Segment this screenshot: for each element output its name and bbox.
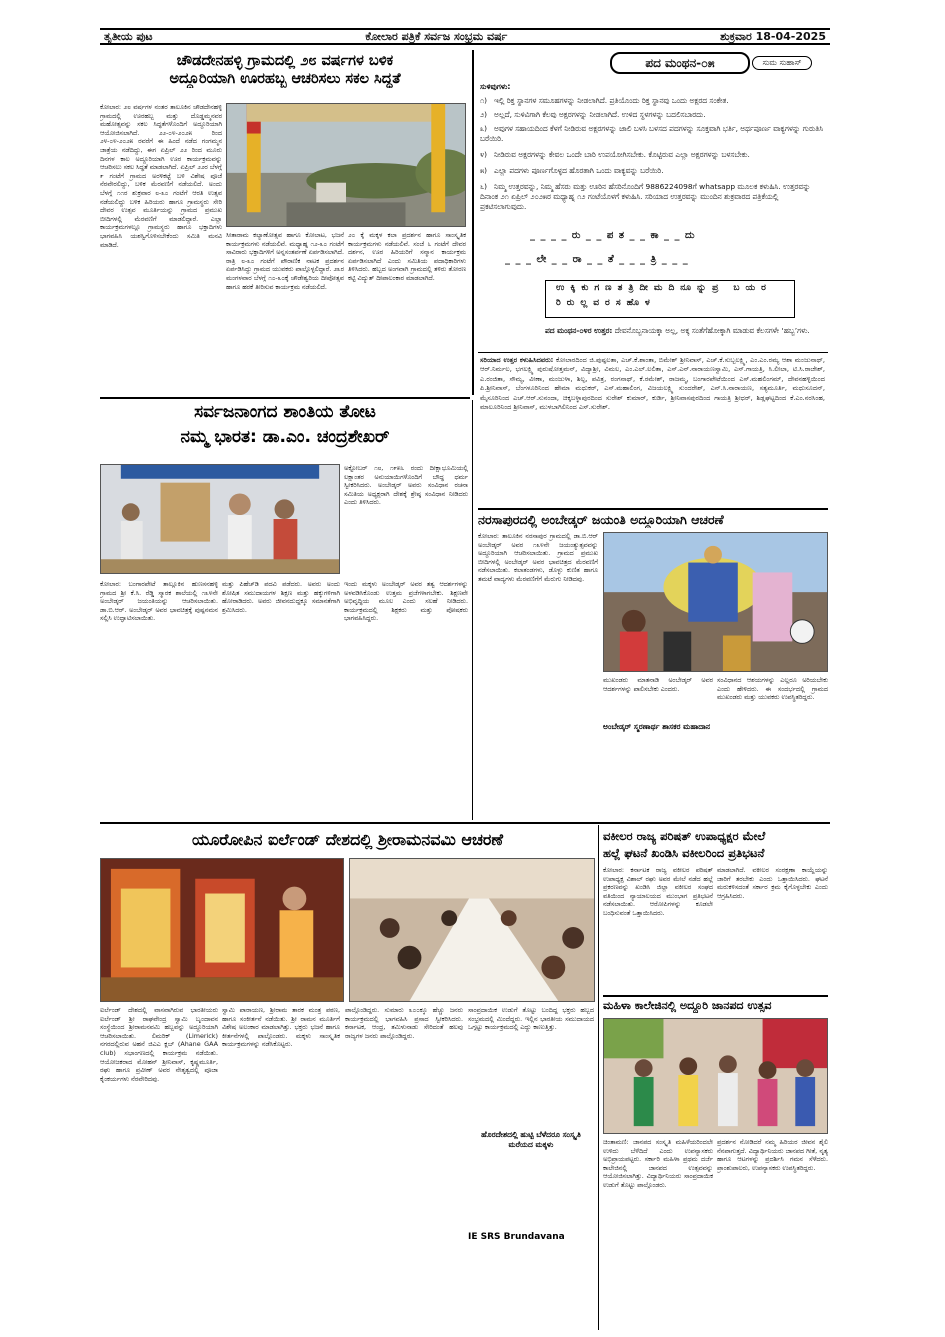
story1-body-col2: ಸೀತಾರಾಮ ಕಲ್ಯಾಣೋತ್ಸವ ಹಾಗೂ ಕೋಲಾಟ, ಭಜನೆ ಕಾರ್ಯಕ್ರಮಗಳು ನಡೆಯಲಿವೆ. ಮಧ್ಯಾಹ್ನ ೧೨-೩೦ ಗಂಟೆಗೆ ಸಾವಿರಾರು ಭಕ್ತಾದಿಗಳಿಗೆ ಅನ್ನಸಂತರ್ಪಣೆ ಏರ್ಪಡಿಸಲಾಗಿದೆ. ರಾತ್ರಿ ೮-೩೦ ಗಂಟೆಗೆ ಪೌರಾಣಿಕ ನಾಟಕ ಪ್ರದರ್ಶನ ಏರ್ಪಡಿಸಿದ್ದು ಗ್ರಾಮದ ಯುವಕರು ಪಾಲ್ಗೊಳ್ಳಲಿದ್ದಾರೆ. ೨೩ರ ಮಂಗಳವಾರ ಬೆಳಗ್ಗೆ ೧೦-೩೦ಕ್ಕೆ ಚೌಡೇಶ್ವರಿಯ ದೀಪೋತ್ಸವ ಹಾಗೂ ಹರಕೆ ತೀರಿಸುವ ಕಾರ್ಯಕ್ರಮ ನಡೆಯಲಿದೆ. xyxy=(226,231,344,291)
story2-headline-line1: ಸರ್ವಜನಾಂಗದ ಶಾಂತಿಯ ತೋಟ xyxy=(194,402,376,422)
issue-date: ಶುಕ್ರವಾರ 18-04-2025 xyxy=(720,29,826,43)
puzzle-row-1: _ _ _ _ ರು _ _ ಪ ತ _ _ ಕಾ _ _ ದು xyxy=(530,230,696,241)
column-rule xyxy=(472,50,474,395)
ambedkar-jayanti-school-photo xyxy=(100,464,340,574)
story2-body-col1: ಕೋಲಾರ: ಬಂಗಾರಪೇಟೆ ತಾಲ್ಲೂಕಿನ ಹುಣಸನಹಳ್ಳಿ ಗ್ರಾಮದ ಶ್ರೀ ಕೆ.ಸಿ. ರೆಡ್ಡಿ ಸ್ಮಾರಕ ಶಾಲೆಯಲ್ಲಿ ೧೩೪ನೇ ಅಂಬೇಡ್ಕರ್ ಜಯಂತಿಯನ್ನು ಆಚರಿಸಲಾಯಿತು. ಡಾ.ಬಿ.ಆರ್. ಅಂಬೇಡ್ಕರ್ ಅವರ ಭಾವಚಿತ್ರಕ್ಕೆ ಪುಷ್ಪನಮನ ಸಲ್ಲಿಸಿ ಉದ್ಘಾಟಿಸಲಾಯಿತು. xyxy=(100,580,218,623)
story1-body-col1: ಕೋಲಾರ: ೨೮ ವರ್ಷಗಳ ನಂತರ ತಾಲೂಕಿನ ಚೌಡದೇನಹಳ್ಳಿ ಗ್ರಾಮದಲ್ಲಿ ಊರಹಬ್ಬ ಮತ್ತು ದೊಡ್ಡಮ್ಮನವರ ಮಹೋತ್ಸವನ್ನು ಸಕಲ ಸಿದ್ಧತೆಗಳೊಂದಿಗೆ ಅದ್ದೂರಿಯಾಗಿ ಆಯೋಜಿಸಲಾಗಿದೆ. ೨೨-೦೪-೨೦೨೫ ರಿಂದ ೨೪-೦೪-೨೦೨೫ ರವರೆಗೆ ಈ ಹಿಂದೆ ನಡೆದ ಗಂಗಮ್ಮನ ಜಾತ್ರೆಯ ನಡೆದಿದ್ದು, ಈಗ ಏಪ್ರಿಲ್ ೨೨ ರಿಂದ ಮೂರು ದಿನಗಳ ಕಾಲ ಅದ್ದೂರಿಯಾಗಿ ಊರ ಕಾರ್ಯಕ್ರಮವನ್ನು ಆಚರಿಸಲು ಸಕಲ ಸಿದ್ಧತೆ ಮಾಡಲಾಗಿದೆ. ಏಪ್ರಿಲ್ ೨೨ರ ಬೆಳಗ್ಗೆ ೯ ಗಂಟೆಗೆ ಗ್ರಾಮದ ಅರಳಿಕಟ್ಟೆ ಬಳಿ ವಿಶೇಷ ಪೂಜೆ ನೆರವೇರಲಿದ್ದು, ಬಳಿಕ ಮೆರವಣಿಗೆ ನಡೆಯಲಿದೆ. ಅಂದು ಬೆಳಗ್ಗೆ ೧೧ರ ಶುಕ್ರವಾರ ೮-೩೦ ಗಂಟೆಗೆ ಆರತಿ ಉತ್ಸವ ನಡೆಯಲಿದ್ದು ಬಳಿಕ ಹಿರಿಯರು ಹಾಗೂ ಗ್ರಾಮಸ್ಥರು ಸೇರಿ ದೇವರ ಉತ್ಸವ ಮೂರ್ತಿಯನ್ನು ಗ್ರಾಮದ ಪ್ರಮುಖ ಬೀದಿಗಳಲ್ಲಿ ಮೆರವಣಿಗೆ ಮಾಡಲಿದ್ದಾರೆ. ಎಲ್ಲಾ ಕಾರ್ಯಕ್ರಮಗಳಲ್ಲೂ ಗ್ರಾಮಸ್ಥರು ಹಾಗೂ ಭಕ್ತಾದಿಗಳು ಭಾಗವಹಿಸಿ ಯಶಸ್ವಿಗೊಳಿಸಬೇಕೆಂದು ಸಮಿತಿ ಮನವಿ ಮಾಡಿದೆ. xyxy=(100,103,222,249)
altar-photo-image xyxy=(101,859,343,1001)
story4-subheading: ಹೊರದೇಶದಲ್ಲಿ ಹುಟ್ಟಿ ಬೆಳೆದರೂ ಸಂಸ್ಕೃತಿ ಮರೆಯದ ಮಕ್ಕಳು xyxy=(481,1130,581,1149)
story2-body-col3: ಇಂದು ಮಕ್ಕಳು ಅಂಬೇಡ್ಕರ್ ಅವರ ತತ್ವ ಆದರ್ಶಗಳನ್ನು ಅಳವಡಿಸಿಕೊಂಡು ಉತ್ತಮ ಪ್ರಜೆಗಳಾಗಬೇಕು. ಶಿಕ್ಷಣವೇ ಅಭಿವೃದ್ಧಿಯ ಮೂಲ ಎಂದು ಸಲಹೆ ನೀಡಿದರು. ಕಾರ್ಯಕ್ರಮದಲ್ಲಿ ಶಿಕ್ಷಕರು ಮತ್ತು ಪೋಷಕರು ಭಾಗವಹಿಸಿದ್ದರು. xyxy=(344,580,468,623)
procession-photo-image xyxy=(604,533,827,671)
village-arch-photo-image xyxy=(227,104,465,226)
puzzle-clue-2 xyxy=(480,110,825,120)
story2-headline-line2: ನಮ್ಮ ಭಾರತ: ಡಾ.ಎಂ. ಚಂದ್ರಶೇಖರ್ xyxy=(180,427,390,447)
page-label: ತೃತೀಯ ಪುಟ xyxy=(104,29,153,43)
puzzle-clue-3 xyxy=(480,124,825,146)
narasapura-procession-photo xyxy=(603,532,828,672)
winners-label: ಸರಿಯಾದ ಉತ್ತರ ಕಳುಹಿಸಿದವರು: xyxy=(480,356,554,364)
story2-body-col2: ಮತ್ತು ಪಿಹೆಚ್‌ಡಿ ಪದವಿ ಪಡೆದರು. ಅವರು ಅಂದು ಶೋಷಿತ ಸಮುದಾಯಗಳ ಶಿಕ್ಷಣ ಮತ್ತು ಹಕ್ಕುಗಳಿಗಾಗಿ ಹೋರಾಡಿದರು. ಅವರು ಜೀವನದುದ್ದಕ್ಕೂ ಸಮಾನತೆಗಾಗಿ ಶ್ರಮಿಸಿದರು. xyxy=(222,580,340,614)
story4-body-col1: ಐರ್ಲೆಂಡ್ ದೇಶದಲ್ಲಿ ವಾಸವಾಗಿರುವ ಭಾರತೀಯರು ಐರ್ಲೆಂಡ್ ಶ್ರೀ ರಾಘವೇಂದ್ರ ಸ್ವಾಮಿ ಬೃಂದಾವನ ಸಂಸ್ಥೆಯಿಂದ ಶ್ರೀರಾಮನವಮಿ ಹಬ್ಬವನ್ನು ಅದ್ದೂರಿಯಾಗಿ ಆಚರಿಸಲಾಯಿತು. ಲಿಮರಿಕ್ (Limerick) ನಗರದಲ್ಲಿರುವ ಅಹನೆ ಜಿಎಎ ಕ್ಲಬ್ (Ahane GAA club) ಸಭಾಂಗಣದಲ್ಲಿ ಕಾರ್ಯಕ್ರಮ ನಡೆಯಿತು. ಆಯೋಜಕರಾದ ಮೋಹನ್ ಶ್ರೀನಿವಾಸ್, ಕೃಷ್ಣಮೂರ್ತಿ, ರಘು ಹಾಗೂ ಪ್ರವೀಣ್ ಅವರ ನೇತೃತ್ವದಲ್ಲಿ ಪೂಜಾ ಕೈಂಕರ್ಯಗಳು ನೆರವೇರಿದವು. xyxy=(100,1006,218,1083)
story3-body-col3: ಸಂವಿಧಾನದ ಆಶಯಗಳನ್ನು ಎಲ್ಲರೂ ಅರಿಯಬೇಕು ಎಂದು ಹೇಳಿದರು. ಈ ಸಂದರ್ಭದಲ್ಲಿ ಗ್ರಾಮದ ಮುಖಂಡರು ಮತ್ತು ಯುವಕರು ಉಪಸ್ಥಿತರಿದ್ದರು. xyxy=(717,676,828,702)
previous-answer-text: ದೇವನೊಬ್ಬನಾಯಕ್ಕಾ ಅಲ್ಲ, ಅಕ್ಕ ಸಂತೆಗೆಹೋಕ್ಕಾಗಿ ಮಾಡುವ ಕೆಲಸಗಳೇ ‘ಹಬ್ಬ’ಗಳು. xyxy=(614,326,810,335)
story4-body-col4: ಸಾಂಪ್ರದಾಯಿಕ ಉಡುಗೆ ತೊಟ್ಟು ಬಂದಿದ್ದ ಭಕ್ತರು ಹಬ್ಬದ ಸಂಭ್ರಮದಲ್ಲಿ ಮಿಂದೆದ್ದರು. ಇಲ್ಲಿನ ಭಾರತೀಯ ಸಮುದಾಯದ ಒಗ್ಗಟ್ಟು ಕಾರ್ಯಕ್ರಮದಲ್ಲಿ ಎದ್ದು ಕಾಣುತ್ತಿತ್ತು. xyxy=(468,1006,594,1032)
story4-body-col2: ಸ್ವಾಮಿ ಪಾರಾಯಣ, ಶ್ರೀರಾಮ ತಾರಕ ಮಂತ್ರ ಪಠಣ, ಹಾಗೂ ಸಂಕೀರ್ತನೆ ನಡೆಯಿತು. ಶ್ರೀ ರಾಮನ ಮೂರ್ತಿಗೆ ವಿಶೇಷ ಅಲಂಕಾರ ಮಾಡಲಾಗಿತ್ತು. ಭಕ್ತರು ಭಜನೆ ಹಾಗೂ ಕೀರ್ತನೆಗಳಲ್ಲಿ ಪಾಲ್ಗೊಂಡರು. ಮಕ್ಕಳು ಸಾಂಸ್ಕೃತಿಕ ಕಾರ್ಯಕ್ರಮಗಳನ್ನು ನಡೆಸಿಕೊಟ್ಟರು. xyxy=(222,1006,340,1049)
section-rule xyxy=(100,822,830,824)
story3-body-col2: ಮುಖಂಡರು ಮಾತನಾಡಿ ಅಂಬೇಡ್ಕರ್ ಅವರ ಆದರ್ಶಗಳನ್ನು ಪಾಲಿಸಬೇಕು ಎಂದರು. xyxy=(603,676,713,693)
clue-number: ೩) xyxy=(480,124,488,133)
story6-headline: ಮಹಿಳಾ ಕಾಲೇಜಿನಲ್ಲಿ ಅದ್ದೂರಿ ಜಾನಪದ ಉತ್ಸವ xyxy=(603,999,772,1012)
school-event-photo-image xyxy=(101,465,339,573)
winners-list: ಕೋಲಾರದಿಂದ ಜಿ.ಪುಷ್ಪಲತಾ, ಎಚ್.ಕೆ.ಶಾಂತಾ, ಬಿಮೇಶ್ ಶ್ರೀನಿವಾಸ್, ಎಚ್.ಕೆ.ಸುಬ್ಬಲಕ್ಷ್ಮಿ, ಎಂ.ಎಂ.ರಮ್ಯ ಆಶಾ ಮಂಜುನಾಥ್, ಆರ್.ನಿರ್ಮಲ, ಭಗಲಕ್ಷ್ಮಿ ಪುರುಷೋತ್ತಮನ್, ವಿದ್ಯಾಶ್ರೀ, ವಿಮಲ, ಎಂ.ಎಲ್.ಲಲಿತಾ, ಎಸ್.ಎನ್.ನಾರಾಯಣಸ್ವಾಮಿ, ಎಸ್.ಗಾಯತ್ರಿ, ಸಿ.ಲೀಲಾ, ಟಿ.ಸಿ.ರಾಜೇಶ್, ಎ.ರಂಜಿತಾ, ಸೌಮ್ಯ, ವೀಣಾ, ಮಂಜುಳಾ, ಶಿಲ್ಪ, ಪವಿತ್ರ, ರಂಗನಾಥ್, ಕೆ.ರಮೇಶ್, ರಾಜಮ್ಮ, ಬಂಗಾರಪೇಟೆಯಿಂದ ಎಸ್.ಮಹಲಿಂಗಮ್, ದೇವನಹಳ್ಳಿಯಿಂದ ಪಿ.ಶ್ರೀನಿವಾಸ್, ಬೆಂಗಳೂರಿನಿಂದ ಹೇಮಾ ಮಧುಕರ್, ಎಸ್.ಮಹಾಲಿಂಗ, ವಿಜಯಲಕ್ಷ್ಮಿ ಸುಂದರೇಶ್, ಎನ್.ಸಿ.ನಾರಾಯಣ, ಸತ್ಯಮೂರ್ತಿ, ಮಧುಸೂದನ್, ಮೈಸೂರಿನಿಂದ ಎಚ್.ಆರ್.ಸುನಂದಾ, ಚಿಕ್ಕಬಳ್ಳಾಪುರದಿಂದ ಸುರೇಶ್ ಕುಮಾರ್, ಕುರ್ಡಿ, ಶ್ರೀನಿವಾಸಪುರದಿಂದ ಗಾಯತ್ರಿ ಶ್ರೀಧರ್, ಶಿಡ್ಲಘಟ್ಟದಿಂದ ಕೆ.ಎಂ.ನರಸಿಂಹ, ಮಾಲೂರಿನಿಂದ ಶ್ರೀನಿವಾಸ್, ಮುಳಬಾಗಿಲಿನಿಂದ ಎಸ್.ಸುರೇಶ್. xyxy=(480,356,825,412)
paper-tagline: ಕೋಲಾರ ಪತ್ರಿಕೆ ಸರ್ವಜ ಸಂಭ್ರಮ ವರ್ಷ xyxy=(365,29,508,43)
college-folk-festival-photo xyxy=(603,1018,828,1134)
story1-headline xyxy=(100,52,470,88)
puzzle-clue-5 xyxy=(480,166,825,176)
story4-headline: ಯೂರೋಪಿನ ಐರ್ಲೆಂಡ್ ದೇಶದಲ್ಲಿ ಶ್ರೀರಾಮನವಮಿ ಆಚರಣೆ xyxy=(191,830,504,849)
story6-body-col2: ಪ್ರದರ್ಶನ ನೋಡಿದರೆ ನಮ್ಮ ಹಿರಿಯರ ಜೀವನ ಶೈಲಿ ನೆನಪಾಗುತ್ತದೆ. ವಿದ್ಯಾರ್ಥಿನಿಯರು ಜಾನಪದ ಗೀತೆ, ನೃತ್ಯ ಹಾಗೂ ಆಟಗಳನ್ನು ಪ್ರದರ್ಶಿಸಿ ಗಮನ ಸೆಳೆದರು. ಪ್ರಾಂಶುಪಾಲರು, ಉಪನ್ಯಾಸಕರು ಉಪಸ್ಥಿತರಿದ್ದರು. xyxy=(717,1138,828,1172)
story2-headline xyxy=(100,400,470,450)
story3-body-col1-cont xyxy=(478,676,598,820)
clue-text: ಅಲ್ಲದೆ, ಸುಳಿವಿಗಾಗಿ ಕೆಲವು ಅಕ್ಷರಗಳನ್ನು ನೀಡಲಾಗಿದೆ. ಉಳಿದ ಸ್ಥಳಗಳನ್ನು ಬದಲಿಸಬಾರದು. xyxy=(494,110,706,119)
section-rule xyxy=(603,995,828,997)
ireland-rama-altar-photo xyxy=(100,858,344,1002)
section-rule xyxy=(100,397,470,399)
puzzle-winners xyxy=(480,356,825,506)
clue-text: ನಿಮ್ಮ ಉತ್ತರವನ್ನು, ನಿಮ್ಮ ಹೆಸರು ಮತ್ತು ಊರಿನ ಹೆಸರಿನೊಂದಿಗೆ 9886224098ಗೆ whatsapp ಮೂಲಕ ಕಳುಹಿಸಿ. ಉತ್ತರವನ್ನು ದಿನಾಂಕ ೨೧ ಏಪ್ರಿಲ್ ೨೦೨೫ರ ಮಧ್ಯಾಹ್ನ ೧೨ ಗಂಟೆಯೊಳಗೆ ಕಳುಹಿಸಿ. ಸರಿಯಾದ ಉತ್ತರವನ್ನು ಮುಂದಿನ ಶುಕ್ರವಾರದ ಪತ್ರಿಕೆಯಲ್ಲಿ ಪ್ರಕಟಿಸಲಾಗುವುದು. xyxy=(480,182,811,211)
story2-side-text: ಅಕ್ಟೋಬರ್ ೧೮, ೧೯೫೬ ರಂದು ದೀಕ್ಷಾಭೂಮಿಯಲ್ಲಿ ಲಕ್ಷಾಂತರ ಅನುಯಾಯಿಗಳೊಂದಿಗೆ ಬೌದ್ಧ ಧರ್ಮ ಸ್ವೀಕರಿಸಿದರು. ಅಂಬೇಡ್ಕರ್ ಅವರು ಸಂವಿಧಾನ ರಚನಾ ಸಮಿತಿಯ ಅಧ್ಯಕ್ಷರಾಗಿ ದೇಶಕ್ಕೆ ಶ್ರೇಷ್ಠ ಸಂವಿಧಾನ ನೀಡಿದರು ಎಂದು ತಿಳಿಸಿದರು. xyxy=(344,464,468,507)
clue-text: ಅವುಗಳ ಸಹಾಯದಿಂದ ಕೆಳಗೆ ನೀಡಿರುವ ಅಕ್ಷರಗಳನ್ನು ಜಾಲಿ ಬಳಸಿ ಬಳಸದ ಪದಗಳನ್ನು ಸೂಕ್ತವಾಗಿ ಭರ್ತಿ, ಅರ್ಥಪೂರ್ಣ ವಾಕ್ಯಗಳನ್ನು ಗುರುತಿಸಿ ಬರೆಯಿರಿ. xyxy=(480,124,824,143)
section-rule xyxy=(478,508,828,510)
clue-text: ನೀಡಿರುವ ಅಕ್ಷರಗಳನ್ನು ಕೇವಲ ಒಂದೇ ಬಾರಿ ಉಪಯೋಗಿಸಬೇಕು. ಕೊಟ್ಟಿರುವ ಎಲ್ಲಾ ಅಕ್ಷರಗಳನ್ನು ಬಳಸಬೇಕು. xyxy=(494,150,750,159)
column-rule xyxy=(472,400,473,820)
clue-text: ಎಲ್ಲಾ ಪದಗಳು ಪೂರ್ಣಗೊಳ್ಳದ ಹೊರತಾಗಿ ಒಂದು ವಾಕ್ಯವನ್ನು ಬರೆಯಿರಿ. xyxy=(494,166,664,175)
village-arch-photo xyxy=(226,103,466,227)
section-rule xyxy=(478,352,828,353)
puzzle-clue-4 xyxy=(480,150,825,160)
dining-photo-image xyxy=(350,859,594,1001)
story5-headline-line2: ಹಲ್ಲೆ ಘಟನೆ ಖಂಡಿಸಿ ವಕೀಲರಿಂದ ಪ್ರತಿಭಟನೆ xyxy=(603,846,765,860)
story5-headline xyxy=(603,828,828,862)
previous-answer xyxy=(545,326,825,336)
clue-text: ಇಲ್ಲಿ ರಿಕ್ತ ಸ್ಥಾನಗಳ ಸಮೂಹಗಳನ್ನು ನೀಡಲಾಗಿದೆ. ಪ್ರತಿಯೊಂದು ರಿಕ್ತ ಸ್ಥಾನವು ಒಂದು ಅಕ್ಷರದ ಸಂಕೇತ. xyxy=(494,96,729,105)
story3-subhead: ಅಂಬೇಡ್ಕರ್ ಸ್ಮರಣಾರ್ಥ ಶಾಸಕರ ಮಹಾದಾನ xyxy=(603,722,711,731)
column-rule xyxy=(598,825,599,1330)
story3-body-col1: ಕೋಲಾರ: ತಾಲೂಕಿನ ನರಸಾಪುರ ಗ್ರಾಮದಲ್ಲಿ ಡಾ.ಬಿ.ಆರ್ ಅಂಬೇಡ್ಕರ್ ಅವರ ೧೩೪ನೇ ಜಯಂತ್ಯುತ್ಸವವನ್ನು ಅದ್ದೂರಿಯಾಗಿ ಆಚರಿಸಲಾಯಿತು. ಗ್ರಾಮದ ಪ್ರಮುಖ ಬೀದಿಗಳಲ್ಲಿ ಅಂಬೇಡ್ಕರ್ ಅವರ ಭಾವಚಿತ್ರದ ಮೆರವಣಿಗೆ ನಡೆಸಲಾಯಿತು. ಕಲಾತಂಡಗಳು, ಡೊಳ್ಳು ಕುಣಿತ ಹಾಗೂ ತಮಟೆ ವಾದ್ಯಗಳು ಮೆರವಣಿಗೆಗೆ ಮೆರುಗು ನೀಡಿದವು. xyxy=(478,532,598,583)
puzzle-letter-bank: ಉಕ್ಕಿಕುಗಣತತ್ರಿದೀಮದಿನೂನ್ನುಪ್ರ ಬಯರರಿರುಲ್ಲವರಸಹೊಳ xyxy=(545,280,795,318)
story1-headline-line2: ಅದ್ದೂರಿಯಾಗಿ ಊರಹಬ್ಬ ಆಚರಿಸಲು ಸಕಲ ಸಿದ್ಧತೆ xyxy=(169,71,401,88)
story5-body-col2: ಮಾಡಲಾಗಿದೆ. ವಕೀಲರ ಸಂರಕ್ಷಣಾ ಕಾಯ್ದೆಯನ್ನು ಜಾರಿಗೆ ತರಬೇಕು ಎಂದು ಒತ್ತಾಯಿಸಿದರು. ಘಟನೆ ಮರುಕಳಿಸದಂತೆ ಸರ್ಕಾರ ಕ್ರಮ ಕೈಗೊಳ್ಳಬೇಕು ಎಂದು ಆಗ್ರಹಿಸಿದರು. xyxy=(717,866,828,900)
masthead xyxy=(100,28,830,45)
clue-number: ೫) xyxy=(480,166,488,175)
puzzle-clue-1 xyxy=(480,96,825,106)
previous-answer-label: ಪದ ಮಂಥನ-೦೪ರ ಉತ್ತರ: xyxy=(545,326,613,335)
story5-headline-line1: ವಕೀಲರ ರಾಜ್ಯ ಪರಿಷತ್ ಉಪಾಧ್ಯಕ್ಷರ ಮೇಲೆ xyxy=(603,829,766,843)
clue-number: ೬) xyxy=(480,182,488,191)
story3-headline: ನರಸಾಪುರದಲ್ಲಿ ಅಂಬೇಡ್ಕರ್ ಜಯಂತಿ ಅದ್ದೂರಿಯಾಗಿ ಆಚರಣೆ xyxy=(478,512,724,527)
puzzle-title: ಪದ ಮಂಥನ-೦೫ xyxy=(610,52,750,74)
puzzle-clue-6 xyxy=(480,182,825,216)
puzzle-author: ಸುಮ ಸುಹಾಸ್ xyxy=(752,56,812,70)
story1-body-col3: ೨೦ ಕ್ಕೆ ಮಕ್ಕಳ ಕಲಾ ಪ್ರದರ್ಶನ ಹಾಗೂ ಸಾಂಸ್ಕೃತಿಕ ಕಾರ್ಯಕ್ರಮಗಳು ನಡೆಯಲಿವೆ. ಸಂಜೆ ೬ ಗಂಟೆಗೆ ದೇವರ ದರ್ಶನ, ಊರ ಹಿರಿಯರಿಗೆ ಸನ್ಮಾನ ಕಾರ್ಯಕ್ರಮ ಏರ್ಪಡಿಸಲಾಗಿದೆ ಎಂದು ಸಮಿತಿಯ ಪದಾಧಿಕಾರಿಗಳು ತಿಳಿಸಿದರು. ಹಬ್ಬದ ಅಂಗವಾಗಿ ಗ್ರಾಮದಲ್ಲಿ ತಳಿರು ತೋರಣ ಕಟ್ಟಿ ವಿದ್ಯುತ್ ದೀಪಾಲಂಕಾರ ಮಾಡಲಾಗಿದೆ. xyxy=(348,231,466,282)
festival-photo-image xyxy=(604,1019,827,1133)
puzzle-hint-label: ಸುಳಿವುಗಳು: xyxy=(480,82,511,91)
puzzle-row-2: _ _ _ ಲೇ _ _ ರಾ _ _ ತೆ _ _ _ ತ್ರಿ _ _ _ xyxy=(505,254,689,265)
story1-headline-line1: ಚೌಡದೇನಹಳ್ಳಿ ಗ್ರಾಮದಲ್ಲಿ ೨೮ ವರ್ಷಗಳ ಬಳಿಕ xyxy=(176,53,394,69)
ireland-devotees-dining-photo xyxy=(349,858,595,1002)
story6-body-col1: ಚಿಂತಾಮಣಿ: ಜಾನಪದ ಸಂಸ್ಕೃತಿ ಮಹಿಳೆಯರಿಂದಲೇ ಉಳಿದು ಬೆಳೆದಿದೆ ಎಂದು ಉಪನ್ಯಾಸಕರು ಅಭಿಪ್ರಾಯಪಟ್ಟರು. ಸರ್ಕಾರಿ ಮಹಿಳಾ ಪ್ರಥಮ ದರ್ಜೆ ಕಾಲೇಜಿನಲ್ಲಿ ಜಾನಪದ ಉತ್ಸವವನ್ನು ಆಯೋಜಿಸಲಾಗಿತ್ತು. ವಿದ್ಯಾರ್ಥಿನಿಯರು ಸಾಂಪ್ರದಾಯಿಕ ಉಡುಗೆ ತೊಟ್ಟು ಪಾಲ್ಗೊಂಡರು. xyxy=(603,1138,713,1189)
clue-number: ೨) xyxy=(480,110,488,119)
story4-signature: IE SRS Brundavana xyxy=(468,1232,565,1242)
story4-body-col3: ಪಾಲ್ಗೊಂಡಿದ್ದರು. ಸುಮಾರು ೩೦೦ಕ್ಕೂ ಹೆಚ್ಚು ಜನರು ಕಾರ್ಯಕ್ರಮದಲ್ಲಿ ಭಾಗವಹಿಸಿ ಪ್ರಸಾದ ಸ್ವೀಕರಿಸಿದರು. ಕರ್ನಾಟಕ, ಆಂಧ್ರ, ತಮಿಳುನಾಡು ಸೇರಿದಂತೆ ಹಲವು ರಾಜ್ಯಗಳ ಜನರು ಪಾಲ್ಗೊಂಡಿದ್ದರು. xyxy=(345,1006,463,1040)
clue-number: ೪) xyxy=(480,150,488,159)
clue-number: ೧) xyxy=(480,96,488,105)
story5-body-col1: ಕೋಲಾರ: ಕರ್ನಾಟಕ ರಾಜ್ಯ ವಕೀಲರ ಪರಿಷತ್ ಉಪಾಧ್ಯಕ್ಷ ವಿಶಾಲ್ ರಘು ಅವರ ಮೇಲೆ ನಡೆದ ಹಲ್ಲೆ ಪ್ರಕರಣವನ್ನು ಖಂಡಿಸಿ ಜಿಲ್ಲಾ ವಕೀಲರ ಸಂಘದ ವತಿಯಿಂದ ನ್ಯಾಯಾಲಯದ ಮುಂಭಾಗ ಪ್ರತಿಭಟನೆ ನಡೆಸಲಾಯಿತು. ಆರೋಪಿಗಳನ್ನು ಕೂಡಲೇ ಬಂಧಿಸುವಂತೆ ಒತ್ತಾಯಿಸಿದರು. xyxy=(603,866,713,917)
